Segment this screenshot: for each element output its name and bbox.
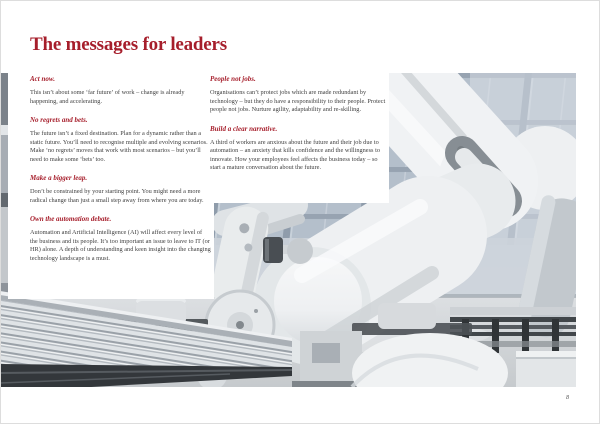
message-heading: No regrets and bets. — [30, 116, 88, 124]
message-heading: Own the automation debate. — [30, 215, 112, 223]
message-heading: People not jobs. — [210, 75, 256, 83]
message-clear-narrative — [210, 125, 389, 173]
page-number: 8 — [566, 395, 569, 401]
message-heading: Make a bigger leap. — [30, 174, 88, 182]
message-automation-debate — [30, 215, 211, 263]
message-body: Don’t be constrained by your starting point. You might need a more radical change than just a small step away from where you are today. — [30, 188, 204, 204]
message-bigger-leap — [30, 174, 211, 205]
message-no-regrets — [30, 116, 211, 164]
column-left — [30, 73, 211, 273]
message-people-not-jobs — [210, 75, 389, 115]
message-act-now — [30, 75, 211, 106]
message-body: A third of workers are anxious about the future and their job due to automation – an anxiety that kills confidence and the willingness to innovate. How your employees feel affects the business today – so start a mature conversation about the future. — [210, 138, 380, 171]
crate — [516, 351, 576, 387]
message-body: Automation and Artificial Intelligence (AI) will affect every level of the business and its people. It’s too important an issue to leave to IT (or HR) alone. A depth of understanding and keen insight into the changing technology landscape is a must. — [30, 229, 211, 262]
message-heading: Build a clear narrative. — [210, 124, 278, 133]
message-body: Organisations can’t protect jobs which are made redundant by technology – but they do have a responsibility to their people. Protect people not jobs. Nurture agility, adaptability and re-skilling. — [210, 89, 386, 113]
column-right — [210, 73, 389, 183]
page-title: The messages for leaders — [30, 34, 227, 55]
message-heading: Act now. — [30, 75, 56, 83]
message-body: This isn’t about some ‘far future’ of work – change is already happening, and accelerating. — [30, 89, 185, 105]
message-body: The future isn’t a fixed destination. Plan for a dynamic rather than a static future. You’ll need to recognise multiple and evolving scenarios. Make ‘no regrets’ moves that work with most scenarios – but you’ll need to make some ‘bets’ too. — [30, 130, 208, 163]
